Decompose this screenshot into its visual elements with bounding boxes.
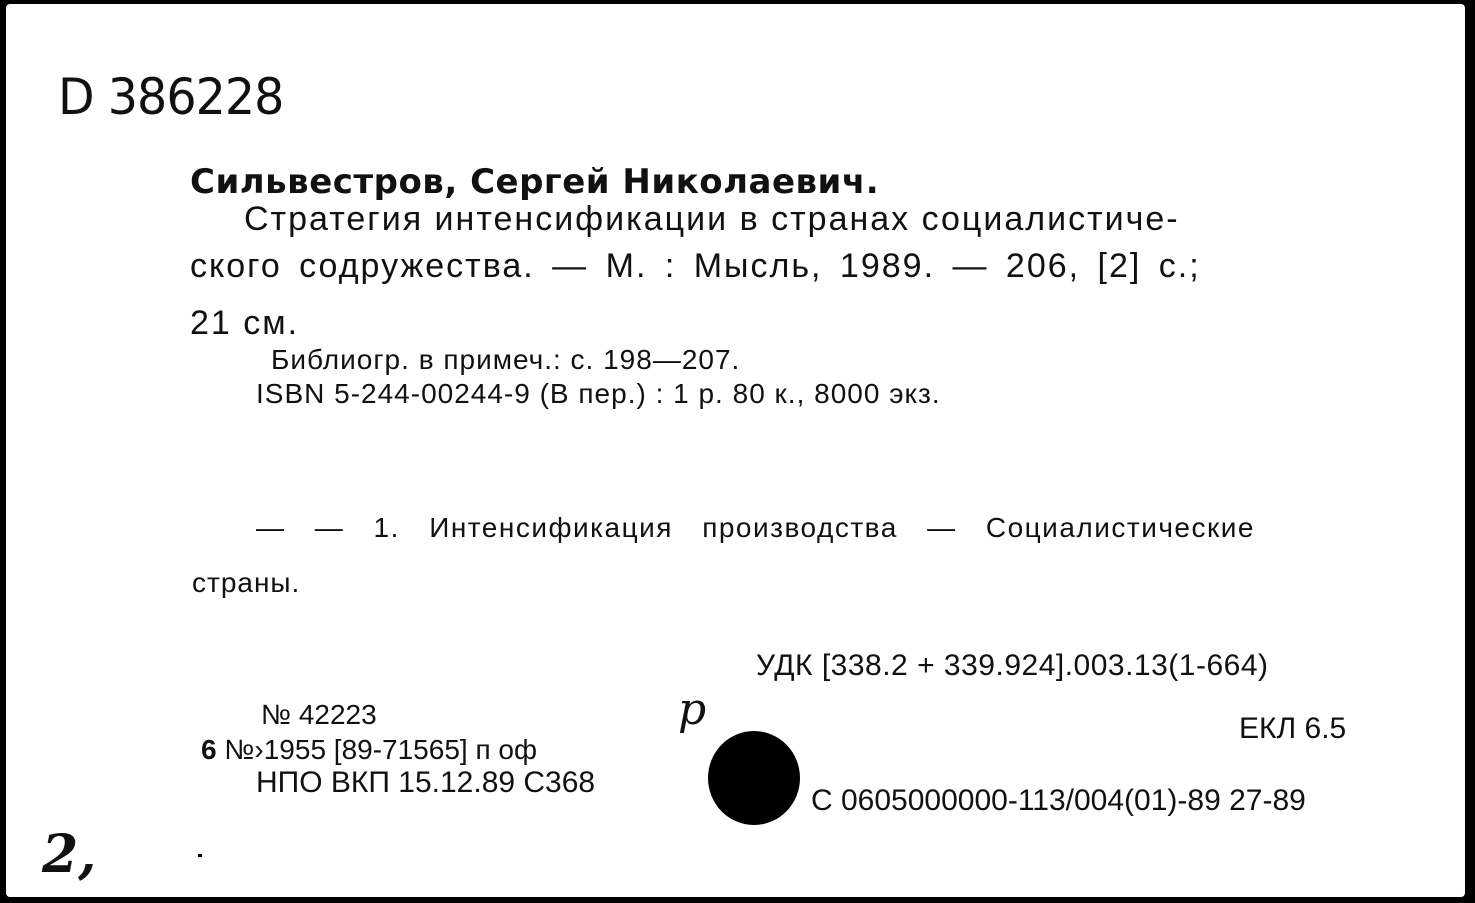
bibliography-note: Библиогр. в примеч.: с. 198—207. [271, 344, 741, 375]
print-line [201, 734, 537, 766]
udc-code: УДК [338.2 + 339.924].003.13(1-664) [756, 649, 1269, 682]
isbn-line: ISBN 5-244-00244-9 (В пер.) : 1 р. 80 к., 8000 экз. [256, 378, 941, 409]
publisher-line: НПО ВКП 15.12.89 С368 [256, 766, 596, 799]
title-line-3: 21 см. [190, 304, 300, 342]
catalog-card [6, 4, 1465, 897]
ink-speck [198, 854, 202, 857]
record-number: № 42223 [261, 699, 377, 730]
ekl-code: ЕКЛ 6.5 [1239, 712, 1347, 745]
handwritten-number: 2, [42, 824, 97, 885]
author-name: Сильвестров, Сергей Николаевич. [190, 162, 880, 202]
subject-heading-cont: страны. [192, 567, 301, 598]
subject-heading: — — 1. Интенсификация производства — Социалистические [256, 512, 1255, 543]
print-line-text: №›1955 [89-71565] п оф [224, 734, 538, 765]
punch-hole [708, 731, 800, 825]
title-line-2: ского содружества. — М. : Мысль, 1989. — 206, [2] с.; [190, 247, 1201, 285]
call-number: D 386228 [58, 68, 284, 126]
title-line-1: Стратегия интенсификации в странах социалистиче- [244, 200, 1180, 238]
index-code: С 0605000000-113/004(01)-89 27-89 [811, 784, 1306, 817]
handwritten-mark: р [678, 684, 707, 735]
print-line-prefix: 6 [201, 734, 217, 765]
